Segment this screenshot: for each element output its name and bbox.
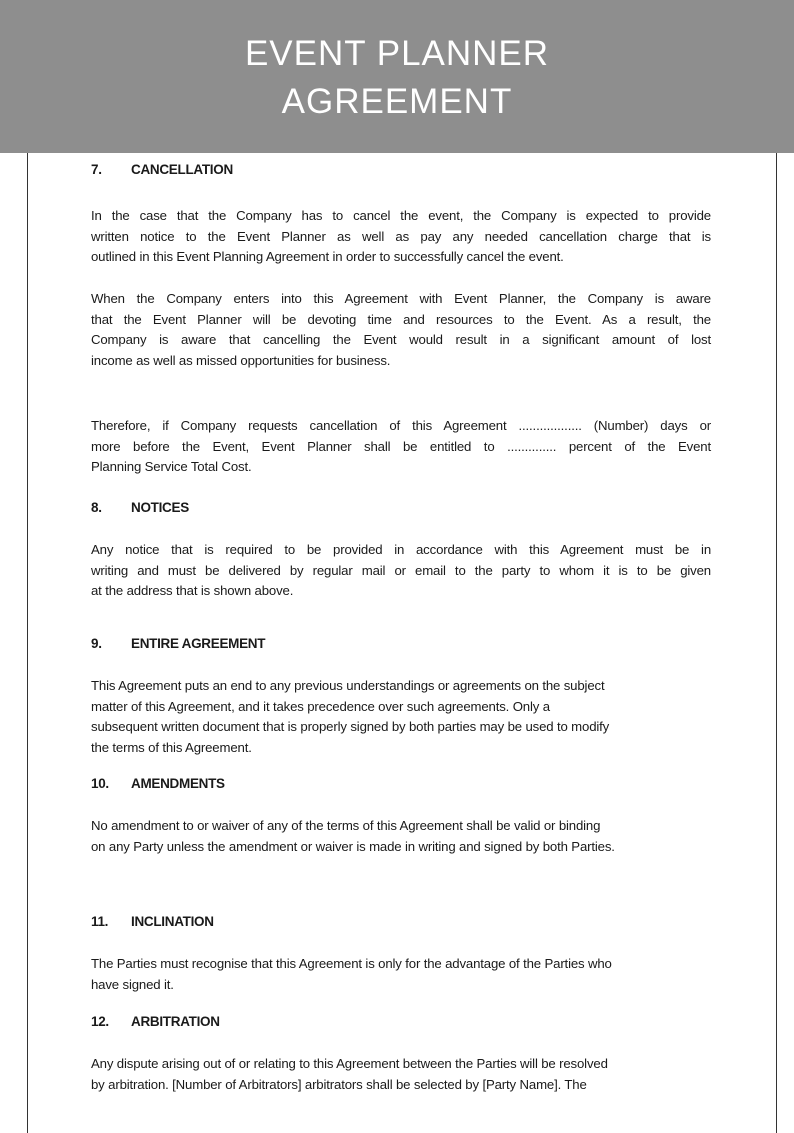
section-heading [91,636,711,656]
text-line: matter of this Agreement, and it takes precedence over such agreements. Only a [91,698,550,714]
text-line: When the Company enters into this Agreement with Event Planner, the Company is aware [91,291,711,306]
section-title: AMENDMENTS [131,776,225,791]
section-title: ENTIRE AGREEMENT [131,636,266,651]
text-line: Planning Service Total Cost. [91,459,252,474]
paragraph [91,676,711,758]
text-line: have signed it. [91,976,174,992]
text-line: The Parties must recognise that this Agreement is only for the advantage of the Parties who [91,956,612,971]
section-title: NOTICES [131,500,189,515]
paragraph [91,540,711,602]
paragraph [91,954,711,995]
text-line: writing and must be delivered by regular mail or email to the party to whom it is to be given [91,562,711,578]
text-line: Company is aware that cancelling the Event would result in a significant amount of lost [91,332,711,347]
text-line: In the case that the Company has to cancel the event, the Company is expected to provide [91,208,711,223]
text-line: No amendment to or waiver of any of the terms of this Agreement shall be valid or binding [91,818,601,833]
section-heading [91,500,711,520]
section-number: 8. [91,500,102,515]
section-title: ARBITRATION [131,1014,220,1029]
title-line-1: EVENT PLANNER [244,34,550,73]
section-heading [91,776,711,796]
paragraph [91,289,711,371]
section-title: INCLINATION [131,914,214,929]
section-number: 9. [91,636,102,651]
text-line: Any notice that is required to be provided in accordance with this Agreement must be in [91,542,711,557]
section-number: 7. [91,162,102,177]
text-line: the terms of this Agreement. [91,739,252,755]
section-number: 10. [91,776,109,791]
text-line: income as well as missed opportunities for business. [91,352,391,368]
text-line: at the address that is shown above. [91,583,294,598]
text-line: on any Party unless the amendment or waiver is made in writing and signed by both Parties. [91,838,615,854]
paragraph [91,1054,711,1095]
text-line: Therefore, if Company requests cancellation of this Agreement .................. (Number) days or [91,418,711,433]
section-title: CANCELLATION [131,162,233,177]
text-line: Any dispute arising out of or relating to this Agreement between the Parties will be resolved [91,1056,608,1071]
text-line: more before the Event, Event Planner shall be entitled to .............. percent of the Event [91,438,711,454]
paragraph [91,816,711,857]
section-heading [91,1014,711,1034]
section-number: 11. [91,914,109,929]
section-number: 12. [91,1014,109,1029]
section-heading [91,162,711,182]
text-line: that the Event Planner will be devoting time and resources to the Event. As a result, the [91,311,711,327]
text-line: by arbitration. [Number of Arbitrators] arbitrators shall be selected by [Party Name]. The [91,1076,587,1092]
paragraph [91,206,711,268]
text-line: subsequent written document that is properly signed by both parties may be used to modify [91,719,610,734]
title-line-2: AGREEMENT [281,82,513,121]
text-line: written notice to the Event Planner as well as pay any needed cancellation charge that is [91,228,711,244]
paragraph [91,416,711,478]
text-line: outlined in this Event Planning Agreement in order to successfully cancel the event. [91,249,564,264]
title-banner [0,0,794,153]
text-line: This Agreement puts an end to any previous understandings or agreements on the subject [91,678,605,693]
section-heading [91,914,711,934]
